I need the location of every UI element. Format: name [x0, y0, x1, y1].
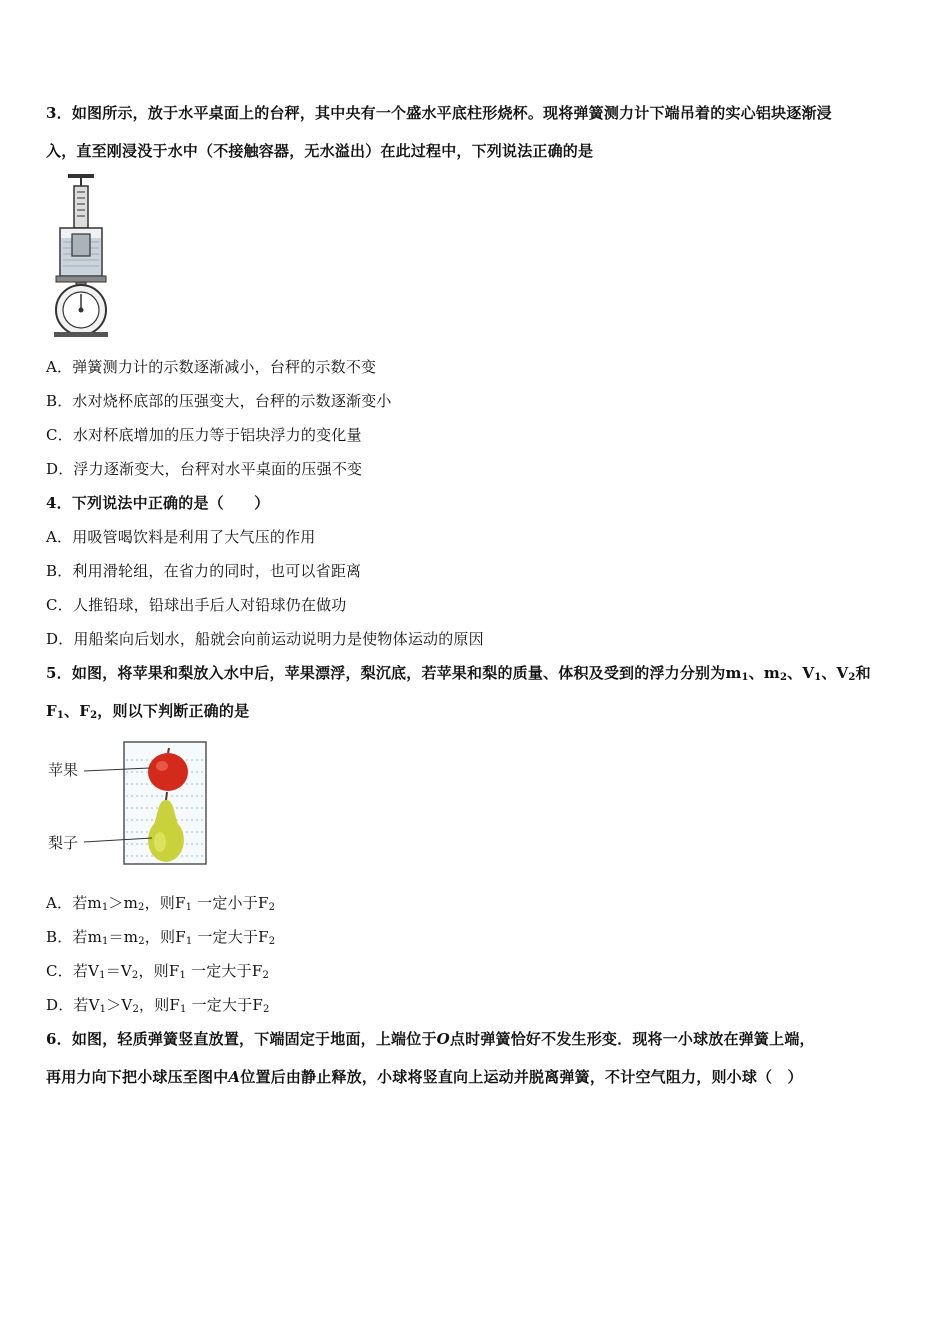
- option-text: ，则F: [139, 996, 181, 1014]
- q6-stem-text: 6．如图，轻质弹簧竖直放置，下端固定于地面，上端位于: [46, 1030, 437, 1048]
- q5-stem-text: 5．如图，将苹果和梨放入水中后，苹果漂浮，梨沉底，若苹果和梨的质量、体积及受到的浮力分别为m: [46, 664, 742, 682]
- subscript: 1: [99, 1004, 107, 1015]
- q3-stem-line1: 3．如图所示，放于水平桌面上的台秤，其中央有一个盛水平底柱形烧杯。现将弹簧测力计下端吊着的实心铝块逐渐浸: [46, 104, 832, 122]
- q6-stem-text: 再用力向下把小球压至图中: [46, 1068, 229, 1086]
- subscript: 2: [138, 936, 145, 947]
- option-text: 一定大于F: [186, 996, 263, 1014]
- subscript: 1: [102, 936, 109, 947]
- q5-stem-text: ，则以下判断正确的是: [97, 702, 250, 720]
- subscript: 2: [131, 970, 139, 981]
- apple-shape: [148, 753, 188, 791]
- q3-option-d: D．浮力逐渐变大，台秤对水平桌面的压强不变: [46, 460, 363, 478]
- q5-stem-text: F: [46, 702, 57, 720]
- q3-stem-line2: 入，直至刚浸没于水中（不接触容器，无水溢出）在此过程中，下列说法正确的是: [46, 142, 594, 160]
- spring-scale-figure: [50, 172, 112, 340]
- subscript: 2: [268, 936, 276, 947]
- q3-option-b: B．水对烧杯底部的压强变大，台秤的示数逐渐变小: [46, 392, 392, 410]
- q4-stem: 4．下列说法中正确的是（ ）: [46, 494, 270, 512]
- q6-stem-text: 位置后由静止释放，小球将竖直向上运动并脱离弹簧，不计空气阻力，则小球（ ）: [240, 1068, 803, 1086]
- subscript: 2: [263, 1004, 270, 1015]
- option-text: D．若V: [46, 996, 100, 1014]
- q4-option-c: C．人推铅球，铅球出手后人对铅球仍在做功: [46, 596, 347, 614]
- option-text: ＞V: [106, 996, 133, 1014]
- subscript: 2: [262, 970, 270, 981]
- point-a-label: A: [228, 1068, 241, 1086]
- q5-option-a: [46, 892, 275, 913]
- q5-option-b: [46, 926, 275, 947]
- q3-option-c: C．水对杯底增加的压力等于铝块浮力的变化量: [46, 426, 362, 444]
- q5-stem-text: 、V: [821, 664, 849, 682]
- option-text: 一定小于F: [192, 894, 269, 912]
- option-text: ＝m: [108, 928, 139, 946]
- subscript: 1: [185, 936, 193, 947]
- point-o-label: O: [436, 1030, 450, 1048]
- subscript: 1: [741, 672, 749, 683]
- option-text: ＝V: [105, 962, 132, 980]
- option-text: ，则F: [138, 962, 180, 980]
- option-text: B．若m: [46, 928, 103, 946]
- q5-option-d: [46, 994, 270, 1015]
- subscript: 1: [185, 902, 193, 913]
- q6-stem-line1: [46, 1028, 815, 1049]
- subscript: 1: [56, 710, 65, 721]
- q5-stem-text: 、V: [787, 664, 815, 682]
- subscript: 1: [179, 970, 187, 981]
- subscript: 2: [132, 1004, 140, 1015]
- subscript: 2: [90, 710, 98, 721]
- subscript: 1: [180, 1004, 187, 1015]
- q5-stem-line2: [46, 700, 249, 721]
- label-pear: 梨子: [48, 834, 79, 852]
- apple-pear-figure: [46, 738, 211, 868]
- option-text: ＞m: [108, 894, 139, 912]
- subscript: 1: [101, 902, 109, 913]
- option-text: ，则F: [144, 928, 186, 946]
- option-text: ，则F: [144, 894, 186, 912]
- subscript: 2: [779, 672, 788, 683]
- subscript: 2: [268, 902, 276, 913]
- q5-stem-text: 、m: [748, 664, 780, 682]
- subscript: 2: [138, 902, 145, 913]
- label-apple: 苹果: [48, 761, 79, 779]
- option-text: A．若m: [46, 894, 102, 912]
- q3-option-a: A．弹簧测力计的示数逐渐减小，台秤的示数不变: [46, 358, 377, 376]
- q4-option-a: A．用吸管喝饮料是利用了大气压的作用: [46, 528, 316, 546]
- q5-option-c: [46, 960, 269, 981]
- q5-stem-text: 和: [855, 664, 871, 682]
- q6-stem-line2: [46, 1066, 803, 1087]
- subscript: 1: [814, 672, 822, 683]
- option-text: 一定大于F: [186, 962, 263, 980]
- subscript: 2: [848, 672, 856, 683]
- q6-stem-text: 点时弹簧恰好不发生形变．现将一小球放在弹簧上端，: [449, 1030, 815, 1048]
- q4-option-d: D．用船桨向后划水，船就会向前运动说明力是使物体运动的原因: [46, 630, 484, 648]
- q5-stem-line1: [46, 662, 871, 683]
- q5-stem-text: 、F: [64, 702, 91, 720]
- subscript: 1: [99, 970, 106, 981]
- option-text: C．若V: [46, 962, 100, 980]
- q4-option-b: B．利用滑轮组，在省力的同时，也可以省距离: [46, 562, 362, 580]
- option-text: 一定大于F: [192, 928, 269, 946]
